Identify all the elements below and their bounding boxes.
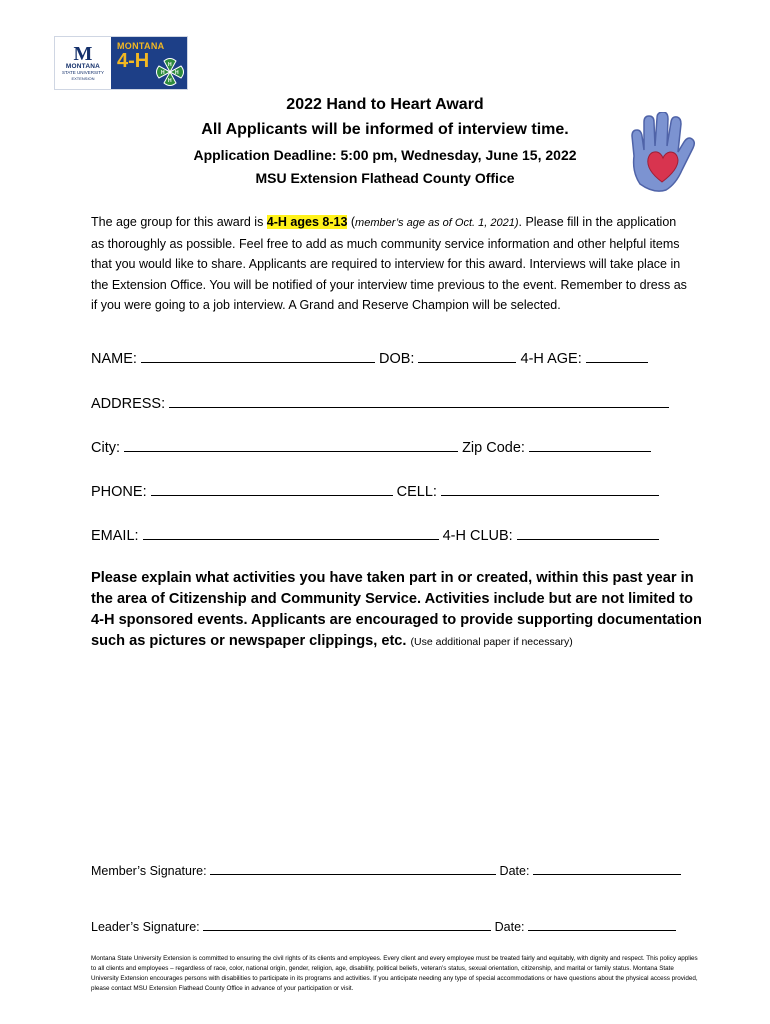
phone-line[interactable] [151, 481, 393, 496]
activities-instructions [91, 568, 703, 653]
cell-label: CELL: [396, 484, 437, 500]
field-row-city [91, 437, 691, 456]
age-group-highlight: 4-H ages 8-13 [266, 215, 348, 229]
intro-paragraph [91, 212, 691, 316]
club-line[interactable] [517, 525, 659, 540]
leader-signature-line[interactable] [203, 918, 491, 931]
member-signature-line[interactable] [210, 862, 496, 875]
field-row-phone [91, 481, 691, 500]
member-date-line[interactable] [533, 862, 681, 875]
fourh-logo [111, 37, 187, 89]
dob-label: DOB: [378, 351, 415, 367]
name-line[interactable] [141, 348, 375, 363]
hand-heart-icon [626, 112, 696, 194]
leader-date-label: Date: [494, 920, 525, 934]
msu-ext: EXTENSION [71, 75, 95, 81]
intro-text-3: . Please fill in the application as thoroughly as possible. Feel free to add as much community service information and other helpful items that you would like to share. Applicants are required to interview for this award. Interviews will take place in the Extension Office. You will be notified of your interview time previous to the event. Remember to dress as if you were going to a job interview. A Grand and Reserve Champion will be selected. [91, 215, 687, 312]
zip-line[interactable] [529, 437, 651, 452]
intro-text-2: ( [347, 215, 356, 229]
member-signature-row [91, 862, 703, 878]
application-deadline: Application Deadline: 5:00 pm, Wednesday, June 15, 2022 [193, 147, 577, 163]
zip-label: Zip Code: [462, 440, 525, 456]
msu-mark: M [73, 42, 93, 65]
field-row-address [91, 393, 691, 412]
nondiscrimination-statement: Montana State University Extension is committed to ensuring the civil rights of its clients and employees. Every client and every employee must be treated fairly and equitably, with dignity and respect. This policy applies to all clients and employees – regardless of race, color, national origin, gender, religion, age, disability, political beliefs, veteran’s status, sexual orientation, citizenship, and marital or family status. Montana State University Extension encourages persons with disabilities to participate in its programs and activities. If you anticipate needing any type of special accommodations or have questions about the physical access provided, please contact MSU Extension Flathead County Office in advance of your participation or visit. [91, 955, 698, 992]
msu-4h-logo [54, 36, 188, 90]
club-label: 4-H CLUB: [442, 528, 513, 544]
city-label: City: [91, 440, 120, 456]
city-line[interactable] [124, 437, 458, 452]
cell-line[interactable] [441, 481, 659, 496]
fourh-montana: MONTANA [117, 41, 165, 51]
msu-name: MONTANA [65, 62, 101, 70]
intro-text-1: The age group for this award is [91, 215, 267, 229]
member-date-label: Date: [499, 864, 530, 878]
leader-signature-row [91, 918, 703, 934]
address-label: ADDRESS: [91, 396, 166, 412]
leader-signature-label: Leader’s Signature: [91, 920, 200, 934]
additional-paper-note: (Use additional paper if necessary) [410, 636, 573, 648]
award-subtitle: All Applicants will be informed of interview time. [201, 121, 569, 138]
svg-text:H: H [168, 62, 172, 68]
field-row-name [91, 348, 691, 367]
msu-sub: STATE UNIVERSITY [61, 69, 105, 75]
leader-date-line[interactable] [528, 918, 676, 931]
clover-icon [155, 57, 185, 87]
svg-text:H: H [175, 70, 179, 76]
award-title: 2022 Hand to Heart Award [286, 96, 484, 113]
field-row-email [91, 525, 691, 544]
address-line[interactable] [169, 393, 669, 408]
dob-line[interactable] [418, 348, 516, 363]
fourh-text: 4-H [117, 50, 150, 72]
svg-text:H: H [168, 78, 172, 84]
email-label: EMAIL: [91, 528, 139, 544]
name-label: NAME: [91, 351, 137, 367]
phone-label: PHONE: [91, 484, 147, 500]
activities-text: Please explain what activities you have taken part in or created, within this past year in the area of Citizenship and Community Service. Activities include but are not limited to 4-H sponsored events. Applicants are encouraged to provide supporting documentation such as pictures or newspaper clippings, etc. [91, 570, 702, 649]
age-line[interactable] [586, 348, 648, 363]
svg-text:H: H [161, 70, 165, 76]
email-line[interactable] [143, 525, 439, 540]
age-label: 4-H AGE: [520, 351, 582, 367]
extension-office: MSU Extension Flathead County Office [255, 170, 515, 186]
msu-logo [55, 37, 111, 89]
age-note: member’s age as of Oct. 1, 2021) [355, 217, 519, 229]
member-signature-label: Member’s Signature: [91, 864, 207, 878]
